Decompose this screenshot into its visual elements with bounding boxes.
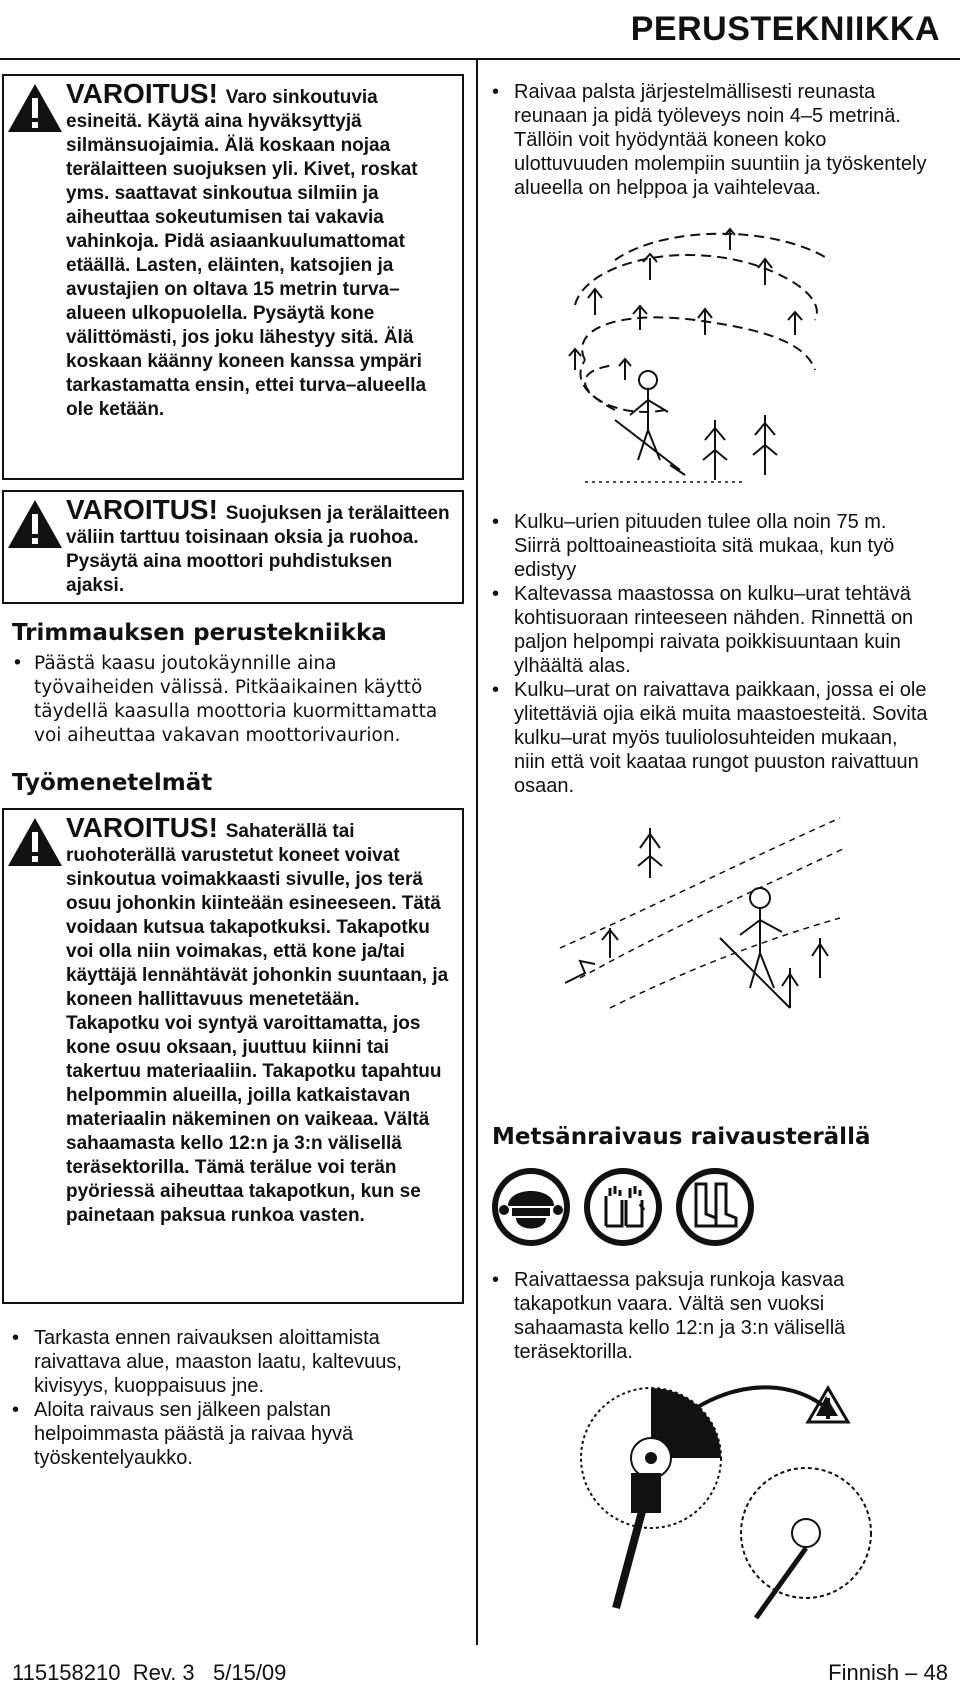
forest-clearing-heading: Metsänraivaus raivausterällä xyxy=(492,1124,871,1150)
warning-triangle-icon xyxy=(6,498,64,550)
list-item: • Kaltevassa maastossa on kulku–urat tehtävä kohtisuoraan rinteeseen nähden. Rinnettä on paljon helpompi raivata poikkisuuntaan kuin ylhäältä alas. xyxy=(492,582,932,678)
warning-text: Suojuksen ja terälaitteen väliin tarttuu toisinaan oksia ja ruohoa. Pysäytä aina moottori puhdistuksen ajaksi. xyxy=(66,503,450,596)
header-rule xyxy=(0,58,960,60)
protective-helmet-icon xyxy=(490,1166,572,1248)
column-divider xyxy=(476,60,478,1645)
warning-triangle-icon xyxy=(6,82,64,134)
right-bullets-2 xyxy=(492,510,932,798)
warning-label: VAROITUS! xyxy=(66,812,226,843)
warning-triangle-icon xyxy=(808,1388,848,1422)
blade-sector-illustration xyxy=(576,1378,896,1628)
warning-box-1 xyxy=(2,74,464,480)
warning-label: VAROITUS! xyxy=(66,78,226,109)
list-item: • Kulku–urien pituuden tulee olla noin 75 m. Siirrä polttoaineastioita sitä mukaa, kun työ edistyy xyxy=(492,510,932,582)
list-item: • Raivattaessa paksuja runkoja kasvaa takapotkun vaara. Vältä sen vuoksi sahaamasta kello 12:n ja 3:n välisellä teräsektorilla. xyxy=(492,1268,932,1364)
warning-triangle-icon xyxy=(6,816,64,868)
right-bullets-1 xyxy=(492,80,932,200)
list-item: • Raivaa palsta järjestelmällisesti reunasta reunaan ja pidä työleveys noin 4–5 metrinä. Tällöin voit hyödyntää koneen koko ulottuvuuden molempiin suuntiin ja työskentely alueella on helppoa ja vaihtelevaa. xyxy=(492,80,932,200)
warning-text: Varo sinkoutuvia esineitä. Käytä aina hyväksyttyjä silmänsuojaimia. Älä koskaan nojaa terälaitteen suojuksen yli. Kivet, roskat yms. saattavat sinkoutua silmiin ja aiheuttaa sokeutumisen tai vakavia vahinkoja. Pidä asiaankuulumattomat etäällä. Lasten, eläinten, katsojien ja avustajien on oltava 15 metrin turva–alueen ulkopuolella. Pysäytä kone välittömästi, jos joku lähestyy sitä. Älä koskaan käänny koneen kanssa ympäri tarkastamatta ensin, ettei turva–alueella ole ketään. xyxy=(66,87,427,420)
work-bullets xyxy=(12,1326,452,1470)
document-number: 115158210 Rev. 3 5/15/09 xyxy=(12,1660,287,1685)
gloves-icon xyxy=(582,1166,664,1248)
boots-icon xyxy=(674,1166,756,1248)
clearing-pattern-illustration xyxy=(555,220,855,490)
warning-box-3 xyxy=(2,808,464,1304)
slope-clearing-illustration xyxy=(550,808,850,1048)
list-item: • Kulku–urat on raivattava paikkaan, jossa ei ole ylitettäviä ojia eikä muita maastoesteitä. Sovita kulku–urat myös tuuliolosuhteiden mukaan, niin että voit kaataa rungot puuston raivattuun osaan. xyxy=(492,678,932,798)
warning-text: Sahaterällä tai ruohoterällä varustetut koneet voivat sinkoutua voimakkaasti sivulle, jos terä osuu johonkin kiinteään esineeseen. Tätä voidaan kutsua takapotkuksi. Takapotku voi olla niin voimakas, että kone ja/tai käyttäjä lennähtävät johonkin suuntaan, ja koneen hallittavuus menetetään. Takapotku voi syntyä varoittamatta, jos kone osuu oksaan, juuttuu kiinni tai takertuu materiaaliin. Takapotku tapahtuu helpommin alueilla, joilla katkaistavan materiaalin näkeminen on vaikeaa. Vältä sahaamasta kello 12:n ja 3:n välisellä teräsektorilla. Tämä terälue voi terän pyöriessä aiheuttaa takapotkun, kun se painetaan paksua runkoa vasten. xyxy=(66,821,449,1226)
page-number: Finnish – 48 xyxy=(828,1660,948,1685)
list-item: • Tarkasta ennen raivauksen aloittamista raivattava alue, maaston laatu, kaltevuus, kivisyys, kuoppaisuus jne. xyxy=(12,1326,452,1398)
page-title: PERUSTEKNIIKKA xyxy=(630,10,940,48)
trim-section-title: Trimmauksen perustekniikka xyxy=(12,620,387,646)
trim-bullets xyxy=(12,652,452,748)
work-section-title: Työmenetelmät xyxy=(12,770,213,796)
warning-label: VAROITUS! xyxy=(66,494,226,525)
list-item: • Aloita raivaus sen jälkeen palstan helpoimmasta päästä ja raivaa hyvä työskentelyaukko. xyxy=(12,1398,452,1470)
list-item: • Päästä kaasu joutokäynnille aina työvaiheiden välissä. Pitkäaikainen käyttö täydellä kaasulla moottoria kuormittamatta voi aiheuttaa vakavan moottorivaurion. xyxy=(12,652,452,748)
warning-box-2 xyxy=(2,490,464,604)
right-bullets-3 xyxy=(492,1268,932,1364)
